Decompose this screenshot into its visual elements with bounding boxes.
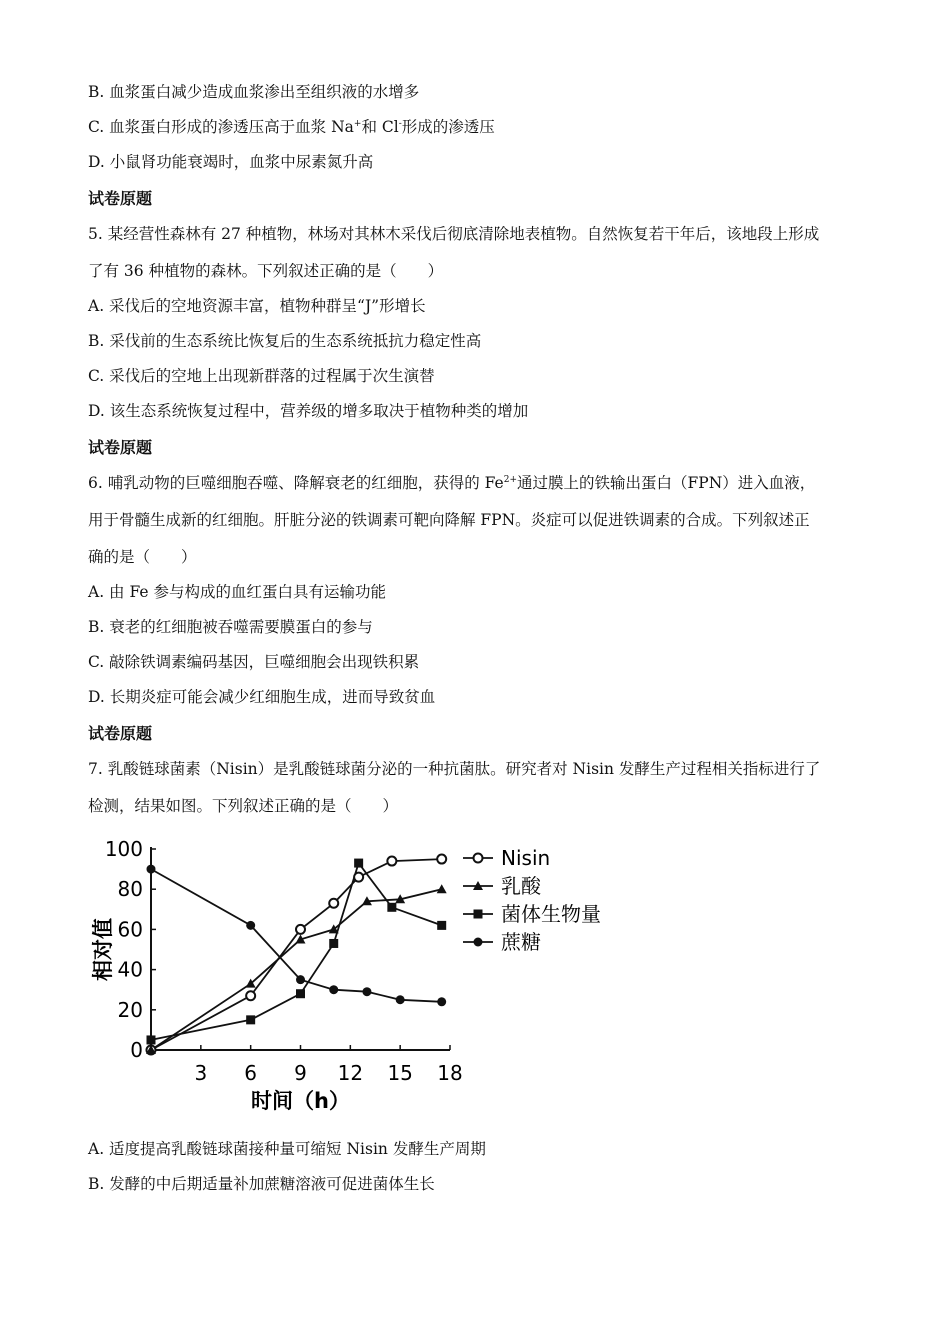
q4-option-c-sup2: - xyxy=(398,118,402,129)
q6-stem-line1 xyxy=(88,471,815,493)
q6-option-a: A. 由 Fe 参与构成的血红蛋白具有运输功能 xyxy=(88,583,386,601)
q5-stem-line2: 了有 36 种植物的森林。下列叙述正确的是（ ） xyxy=(88,262,444,280)
y-tick-label: 20 xyxy=(117,997,143,1022)
section-heading-1: 试卷原题 xyxy=(88,189,153,208)
data-point-series-1 xyxy=(354,873,363,882)
x-tick-label: 9 xyxy=(294,1061,307,1085)
q4-option-c-sup1: + xyxy=(353,118,362,129)
data-point-series-3 xyxy=(246,1015,255,1024)
y-tick-label: 60 xyxy=(117,917,143,942)
x-tick-label: 3 xyxy=(194,1061,208,1085)
data-point-series-4 xyxy=(296,975,305,984)
x-axis-label: 时间（h） xyxy=(251,1089,350,1113)
data-point-series-3 xyxy=(437,921,446,930)
q7-option-a: A. 适度提高乳酸链球菌接种量可缩短 Nisin 发酵生产周期 xyxy=(88,1140,486,1158)
q4-option-c xyxy=(88,115,495,137)
x-tick-label: 6 xyxy=(244,1061,258,1085)
q6-option-c: C. 敲除铁调素编码基因，巨噬细胞会出现铁积累 xyxy=(88,653,420,671)
data-point-series-3 xyxy=(329,939,338,948)
section-heading-2: 试卷原题 xyxy=(88,438,153,457)
legend-label-1: Nisin xyxy=(501,846,551,870)
q7-option-b: B. 发酵的中后期适量补加蔗糖溶液可促进菌体生长 xyxy=(88,1175,435,1193)
data-point-series-4 xyxy=(246,921,255,930)
x-tick-label: 15 xyxy=(387,1061,413,1085)
data-point-series-3 xyxy=(354,859,363,868)
q4-option-c-part3: 形成的渗透压 xyxy=(401,118,495,136)
q6-stem-line2: 用于骨髓生成新的红细胞。肝脏分泌的铁调素可靶向降解 FPN。炎症可以促进铁调素的合成。下列叙述正 xyxy=(88,511,810,529)
y-tick-label: 40 xyxy=(117,957,143,982)
data-point-series-4 xyxy=(329,985,338,994)
q7-stem-line1: 7. 乳酸链球菌素（Nisin）是乳酸链球菌分泌的一种抗菌肽。研究者对 Nisin 发酵生产过程相关指标进行了 xyxy=(88,760,821,778)
y-tick-label: 100 xyxy=(104,837,143,861)
data-point-series-4 xyxy=(147,865,156,874)
y-tick-label: 0 xyxy=(130,1038,143,1062)
data-point-series-4 xyxy=(362,987,371,996)
legend-label-3: 菌体生物量 xyxy=(501,902,601,926)
q6-stem-sup: 2+ xyxy=(503,474,518,485)
data-point-series-4 xyxy=(396,995,405,1004)
q6-stem-part2: 通过膜上的铁输出蛋白（FPN）进入血液， xyxy=(517,474,816,492)
data-point-series-1 xyxy=(329,899,338,908)
data-point-series-3 xyxy=(387,903,396,912)
legend-marker-1 xyxy=(474,854,483,863)
x-tick-label: 12 xyxy=(337,1061,364,1085)
q5-option-c: C. 采伐后的空地上出现新群落的过程属于次生演替 xyxy=(88,367,435,385)
legend-marker-3 xyxy=(474,910,483,919)
legend-marker-4 xyxy=(474,938,483,947)
q4-option-d: D. 小鼠肾功能衰竭时，血浆中尿素氮升高 xyxy=(88,153,374,171)
y-axis-label: 相对值 xyxy=(91,918,115,981)
q6-option-b: B. 衰老的红细胞被吞噬需要膜蛋白的参与 xyxy=(88,618,373,636)
section-heading-3: 试卷原题 xyxy=(88,724,153,743)
legend-label-2: 乳酸 xyxy=(501,874,541,898)
chart-series xyxy=(146,855,447,1055)
q6-option-d: D. 长期炎症可能会减少红细胞生成，进而导致贫血 xyxy=(88,688,436,706)
q5-option-b: B. 采伐前的生态系统比恢复后的生态系统抵抗力稳定性高 xyxy=(88,332,482,350)
q6-stem-line3: 确的是（ ） xyxy=(88,548,197,566)
chart-legend xyxy=(463,846,601,954)
q5-option-d: D. 该生态系统恢复过程中，营养级的增多取决于植物种类的增加 xyxy=(88,402,529,420)
q4-option-b: B. 血浆蛋白减少造成血浆渗出至组织液的水增多 xyxy=(88,83,420,101)
fermentation-chart xyxy=(88,830,648,1120)
data-point-series-1 xyxy=(246,991,255,1000)
data-point-series-1 xyxy=(387,857,396,866)
q7-stem-line2: 检测，结果如图。下列叙述正确的是（ ） xyxy=(88,797,399,815)
x-tick-label: 18 xyxy=(437,1061,463,1085)
series-line-3 xyxy=(151,863,442,1040)
y-tick-label: 80 xyxy=(117,877,143,902)
chart-axes xyxy=(91,837,463,1113)
q5-option-a: A. 采伐后的空地资源丰富，植物种群呈“J”形增长 xyxy=(88,297,426,315)
q4-option-c-part1: C. 血浆蛋白形成的渗透压高于血浆 Na xyxy=(88,118,354,136)
data-point-series-3 xyxy=(147,1035,156,1044)
data-point-series-1 xyxy=(296,925,305,934)
q4-option-c-part2: 和 Cl xyxy=(361,118,399,136)
data-point-series-2 xyxy=(437,884,447,893)
data-point-series-1 xyxy=(437,855,446,864)
data-point-series-3 xyxy=(296,989,305,998)
q6-stem-part1: 6. 哺乳动物的巨噬细胞吞噬、降解衰老的红细胞，获得的 Fe xyxy=(88,474,504,492)
legend-label-4: 蔗糖 xyxy=(501,930,541,954)
q5-stem-line1: 5. 某经营性森林有 27 种植物，林场对其林木采伐后彻底清除地表植物。自然恢复若干年后，该地段上形成 xyxy=(88,225,820,243)
data-point-series-4 xyxy=(437,997,446,1006)
